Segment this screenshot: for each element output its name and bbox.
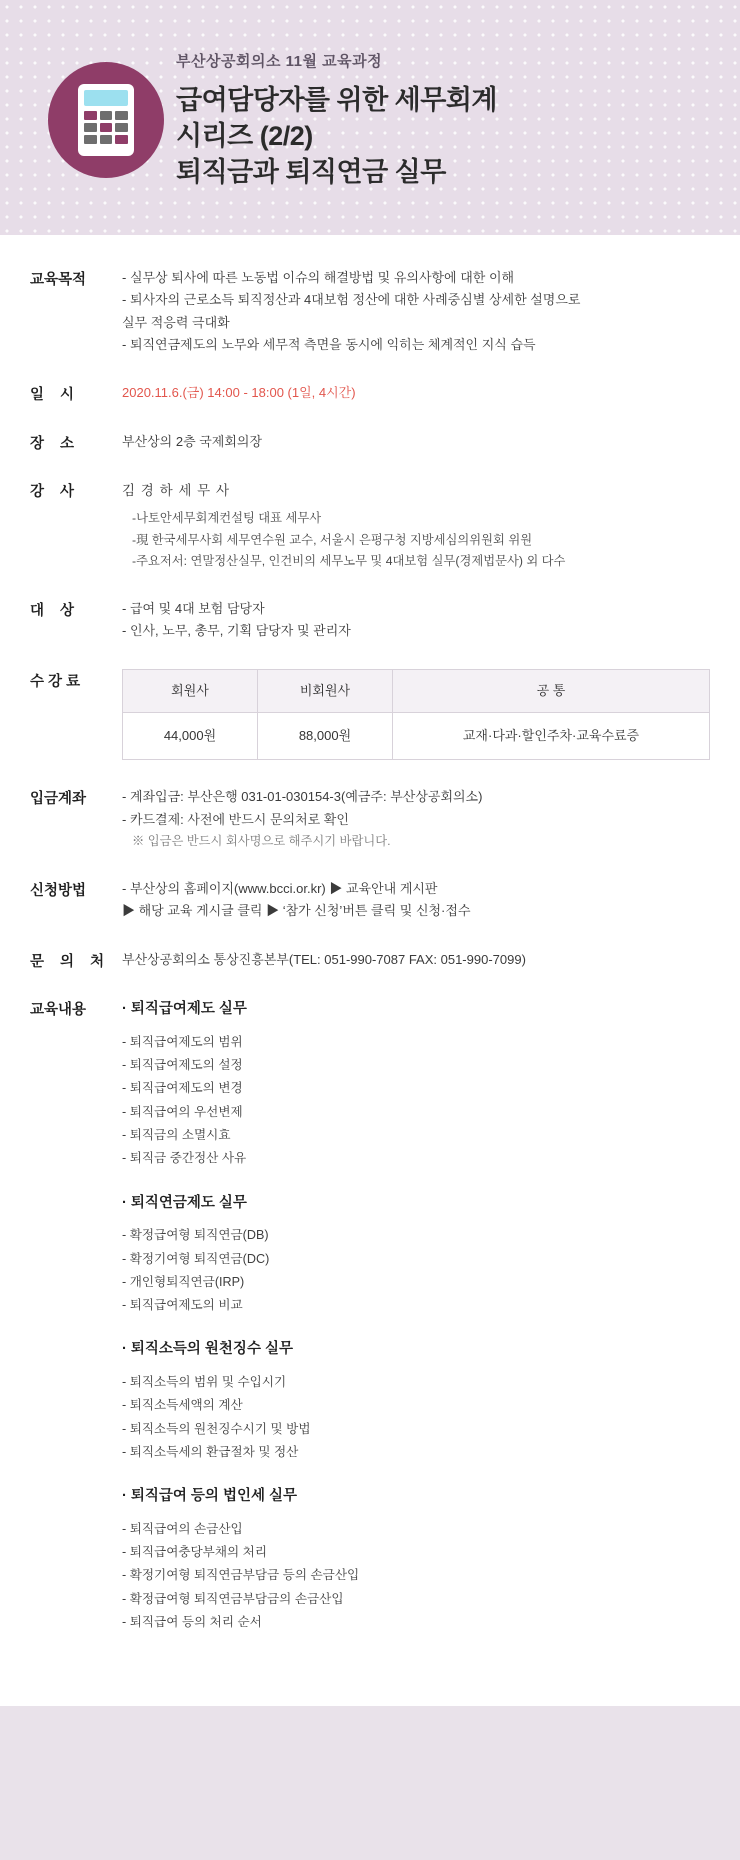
section-body-fee: [116, 669, 710, 761]
payment-line: - 카드결제: 사전에 반드시 문의처로 확인: [122, 811, 349, 827]
section-label-contact: 문 의 처: [30, 953, 111, 970]
section-body-lecturer: [116, 479, 710, 572]
lecturer-name: 김 경 하 세 무 사: [122, 483, 230, 499]
curriculum-item: - 퇴직금 중간정산 사유: [122, 1151, 247, 1166]
fee-header-nonmember: 비회원사: [258, 669, 393, 712]
section-lecturer: [0, 479, 740, 572]
section-label-payment: 입금계좌: [30, 791, 87, 808]
curriculum-item: - 퇴직급여제도의 변경: [122, 1081, 243, 1096]
section-label-lecturer: 강 사: [30, 484, 81, 501]
apply-line: - 부산상의 홈페이지(www.bcci.or.kr) ▶ 교육안내 게시판: [122, 881, 438, 897]
curriculum-item: - 확정기여형 퇴직연금(DC): [122, 1251, 270, 1266]
section-label-datetime: 일 시: [30, 387, 81, 404]
flyer-body: [0, 235, 740, 1706]
fee-table: [122, 669, 710, 761]
section-place: [0, 431, 740, 453]
table-row: [123, 712, 710, 759]
section-label-apply: 신청방법: [30, 883, 87, 900]
calculator-icon: [48, 62, 164, 178]
section-body-place: 부산상의 2층 국제회의장: [122, 433, 263, 449]
section-body-contact: 부산상공회의소 통상진흥본부(TEL: 051-990-7087 FAX: 051-990-7099): [122, 951, 526, 967]
title-line-3: 퇴직금과 퇴직연금 실무: [176, 156, 446, 187]
section-label-target: 대 상: [30, 602, 81, 619]
curriculum-item: - 퇴직급여의 우선변제: [122, 1104, 243, 1119]
section-payment: [0, 786, 740, 852]
curriculum-item: - 퇴직급여충당부채의 처리: [122, 1545, 268, 1560]
section-body-payment: [116, 786, 710, 852]
curriculum-item: - 퇴직소득의 범위 및 수입시기: [122, 1375, 287, 1390]
curriculum-item: - 퇴직급여 등의 처리 순서: [122, 1615, 262, 1630]
section-curriculum: [0, 997, 740, 1634]
datetime-value: 2020.11.6.(금) 14:00 - 18:00 (1일, 4시간): [122, 385, 356, 401]
objective-line: - 퇴직연금제도의 노무와 세무적 측면을 동시에 익히는 체계적인 지식 습득: [122, 337, 536, 353]
curriculum-item: - 퇴직소득세액의 계산: [122, 1398, 243, 1413]
curriculum-item: - 퇴직급여의 손금산입: [122, 1521, 243, 1536]
section-fee: [0, 669, 740, 761]
curriculum-item: - 퇴직급여제도의 비교: [122, 1298, 243, 1313]
curriculum-item: - 퇴직소득세의 환급절차 및 정산: [122, 1444, 299, 1459]
title-line-2: 시리즈 (2/2): [176, 120, 313, 151]
curriculum-item: - 개인형퇴직연금(IRP): [122, 1274, 245, 1289]
page-title: [176, 83, 497, 191]
fee-header-common: 공 통: [393, 669, 710, 712]
section-body-datetime: [116, 382, 710, 404]
curriculum-group: [122, 1337, 710, 1464]
section-apply: [0, 878, 740, 923]
section-objective: [0, 267, 740, 356]
curriculum-item: - 퇴직급여제도의 설정: [122, 1058, 243, 1073]
section-label-fee: 수 강 료: [30, 673, 81, 690]
section-label-objective: 교육목적: [30, 272, 87, 288]
apply-line: ▶ 해당 교육 게시글 클릭 ▶ ‘참가 신청’버튼 클릭 및 신청·접수: [122, 903, 471, 919]
title-line-1: 급여담당자를 위한 세무회계: [176, 85, 497, 115]
curriculum-item: - 퇴직소득의 원천징수시기 및 방법: [122, 1421, 311, 1436]
fee-value-nonmember: 88,000원: [258, 712, 393, 759]
section-body-objective: [116, 267, 710, 356]
lecturer-profile: -나토안세무회계컨설팅 대표 세무사: [132, 511, 322, 526]
curriculum-group-title: · 퇴직연금제도 실무: [122, 1194, 247, 1211]
curriculum-item: - 확정급여형 퇴직연금(DB): [122, 1228, 269, 1243]
curriculum-group-title: · 퇴직소득의 원천징수 실무: [122, 1341, 293, 1358]
fee-value-member: 44,000원: [123, 712, 258, 759]
table-header-row: [123, 669, 710, 712]
section-contact: [0, 949, 740, 971]
section-label-curriculum: 교육내용: [30, 1002, 87, 1019]
header-kicker: 부산상공회의소 11월 교육과정: [176, 53, 383, 70]
curriculum-group-title: · 퇴직급여제도 실무: [122, 1001, 247, 1018]
lecturer-profile: -現 한국세무사회 세무연수원 교수, 서울시 은평구청 지방세심의위원회 위원: [132, 532, 533, 547]
payment-line: - 계좌입금: 부산은행 031-01-030154-3(예금주: 부산상공회의소): [122, 789, 483, 805]
section-datetime: [0, 382, 740, 404]
lecturer-profile: -주요저서: 연말정산실무, 인건비의 세무노무 및 4대보험 실무(경제법문사) 외 다수: [132, 553, 566, 568]
curriculum-item: - 확정급여형 퇴직연금부담금의 손금산입: [122, 1591, 344, 1606]
curriculum-group: [122, 1484, 710, 1634]
curriculum-group: [122, 997, 710, 1170]
objective-line: 실무 적응력 극대화: [122, 314, 230, 330]
target-line: - 인사, 노무, 총무, 기획 담당자 및 관리자: [122, 623, 351, 639]
curriculum-group: [122, 1191, 710, 1318]
target-line: - 급여 및 4대 보험 담당자: [122, 600, 265, 616]
curriculum-item: - 퇴직금의 소멸시효: [122, 1128, 231, 1142]
fee-header-member: 회원사: [123, 669, 258, 712]
payment-note: ※ 입금은 반드시 회사명으로 해주시기 바랍니다.: [132, 833, 391, 848]
section-label-place: 장 소: [30, 435, 81, 452]
section-body-target: [116, 598, 710, 643]
section-body-curriculum: [116, 997, 710, 1634]
section-body-apply: [116, 878, 710, 923]
objective-line: - 실무상 퇴사에 따른 노동법 이슈의 해결방법 및 유의사항에 대한 이해: [122, 270, 515, 285]
section-target: [0, 598, 740, 643]
curriculum-group-title: · 퇴직급여 등의 법인세 실무: [122, 1488, 298, 1505]
flyer-header: [0, 0, 740, 235]
objective-line: - 퇴사자의 근로소득 퇴직정산과 4대보험 정산에 대한 사례중심별 상세한 설명으로: [122, 292, 581, 308]
curriculum-item: - 퇴직급여제도의 범위: [122, 1034, 243, 1049]
fee-value-common: 교재·다과·할인주차·교육수료증: [393, 712, 710, 759]
curriculum-item: - 확정기여형 퇴직연금부담금 등의 손금산입: [122, 1568, 360, 1583]
